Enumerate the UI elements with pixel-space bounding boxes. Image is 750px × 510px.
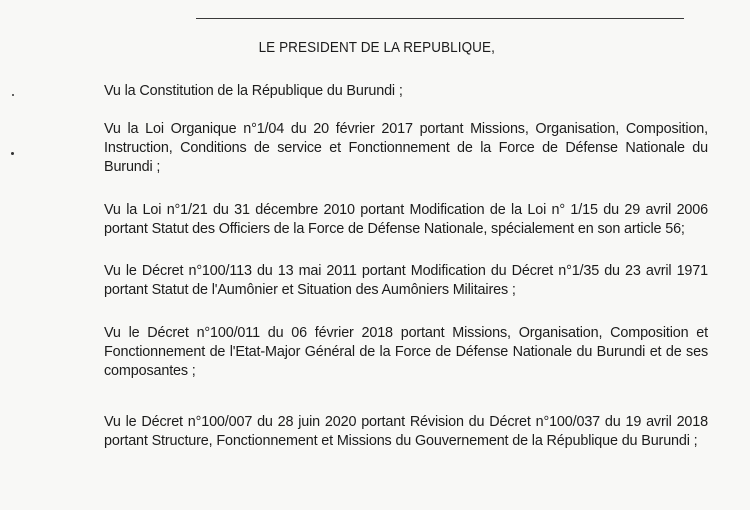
paragraph-constitution: Vu la Constitution de la République du Burundi ; — [104, 83, 403, 99]
scan-mark — [11, 152, 14, 155]
scan-mark — [12, 94, 14, 96]
paragraph-loi-organique: Vu la Loi Organique n°1/04 du 20 février 2017 portant Missions, Organisation, Composition, Instruction, Conditions de service et Fonctionnement de la Force de Défense Nationale du Burundi ; — [104, 121, 708, 175]
top-divider-line — [196, 18, 684, 19]
paragraph-decret-etat-major: Vu le Décret n°100/011 du 06 février 2018 portant Missions, Organisation, Composition et Fonctionnement de l'Etat-Major Général de la Force de Défense Nationale du Burundi et de ses composantes ; — [104, 325, 708, 379]
paragraph-decret-gouvernement: Vu le Décret n°100/007 du 28 juin 2020 portant Révision du Décret n°100/037 du 19 avril 2018 portant Structure, Fonctionnement et Missions du Gouvernement de la République du Burundi ; — [104, 414, 708, 449]
paragraph-decret-aumonier: Vu le Décret n°100/113 du 13 mai 2011 portant Modification du Décret n°1/35 du 23 avril 1971 portant Statut de l'Aumônier et Situation des Aumôniers Militaires ; — [104, 263, 708, 298]
document-title: LE PRESIDENT DE LA REPUBLIQUE, — [258, 40, 495, 56]
paragraph-loi-statut-officiers: Vu la Loi n°1/21 du 31 décembre 2010 portant Modification de la Loi n° 1/15 du 29 avril 2006 portant Statut des Officiers de la Force de Défense Nationale, spécialement en son article 56; — [104, 202, 708, 237]
